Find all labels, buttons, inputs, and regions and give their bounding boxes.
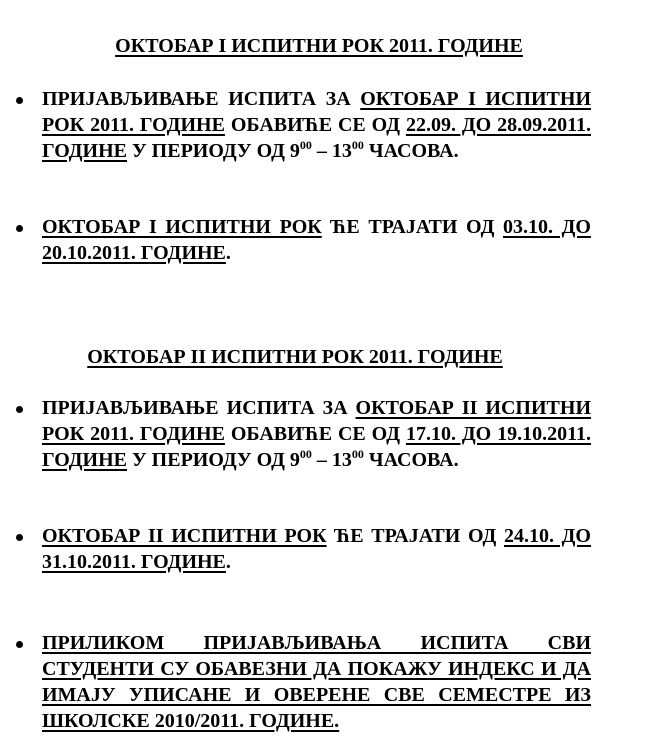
exam-period-name: ОКТОБАР II ИСПИТНИ РОК [42,525,327,547]
bullet-icon [16,97,23,104]
text-segment: ОБАВИЋЕ СЕ ОД [224,423,406,445]
exam-dates: 24.10. ДО 31.10.2011. ГОДИНЕ [42,525,591,573]
text-segment: ЧАСОВА. [363,449,459,471]
superscript: 00 [299,138,312,152]
section2-duration-text [42,523,591,575]
exam-dates: 03.10. ДО 20.10.2011. ГОДИНЕ [42,216,591,264]
registration-dates: 22.09. ДО 28.09.2011. ГОДИНЕ [42,114,592,162]
superscript: 00 [299,447,312,461]
text-segment: ЋЕ ТРАЈАТИ ОД [326,525,504,547]
superscript: 00 [351,138,364,152]
text-segment: . [225,551,231,573]
text-segment: ЋЕ ТРАЈАТИ ОД [321,216,504,238]
exam-period-name: ОКТОБАР II ИСПИТНИ РОК 2011. ГОДИНЕ [42,397,591,445]
text-segment: – 13 [311,449,352,471]
superscript: 00 [351,447,364,461]
bullet-icon [16,534,23,541]
text-segment: У ПЕРИОДУ ОД 9 [127,140,300,162]
text-segment: . [225,242,231,264]
text-segment: ОБАВИЋЕ СЕ ОД [224,114,406,136]
text-segment: – 13 [311,140,352,162]
text-segment: У ПЕРИОДУ ОД 9 [127,449,300,471]
exam-period-name: ОКТОБАР I ИСПИТНИ РОК 2011. ГОДИНЕ [42,88,591,136]
section2-title: ОКТОБАР II ИСПИТНИ РОК 2011. ГОДИНЕ [87,346,503,368]
text-segment: ПРИЈАВЉИВАЊЕ ИСПИТА ЗА [42,88,361,110]
section1-registration-text [42,86,591,164]
bullet-icon [16,641,23,648]
text-segment: ПРИЈАВЉИВАЊЕ ИСПИТА ЗА [42,397,356,419]
text-segment: ЧАСОВА. [363,140,459,162]
registration-dates: 17.10. ДО 19.10.2011. ГОДИНЕ [42,423,592,471]
bullet-icon [16,406,23,413]
bullet-icon [16,225,23,232]
section1-title: ОКТОБАР I ИСПИТНИ РОК 2011. ГОДИНЕ [115,35,523,57]
exam-period-name: ОКТОБАР I ИСПИТНИ РОК [42,216,322,238]
section2-registration-text [42,395,591,473]
student-notice-text: ПРИЛИКОМ ПРИЈАВЉИВАЊА ИСПИТА СВИ СТУДЕНТИ СУ ОБАВЕЗНИ ДА ПОКАЖУ ИНДЕКС И ДА ИМАЈУ УПИСАНЕ И ОВЕРЕНЕ СВЕ СЕМЕСТРЕ ИЗ ШКОЛСКЕ 2010/2011. ГОДИНЕ. [42,632,591,732]
section1-duration-text [42,214,591,266]
